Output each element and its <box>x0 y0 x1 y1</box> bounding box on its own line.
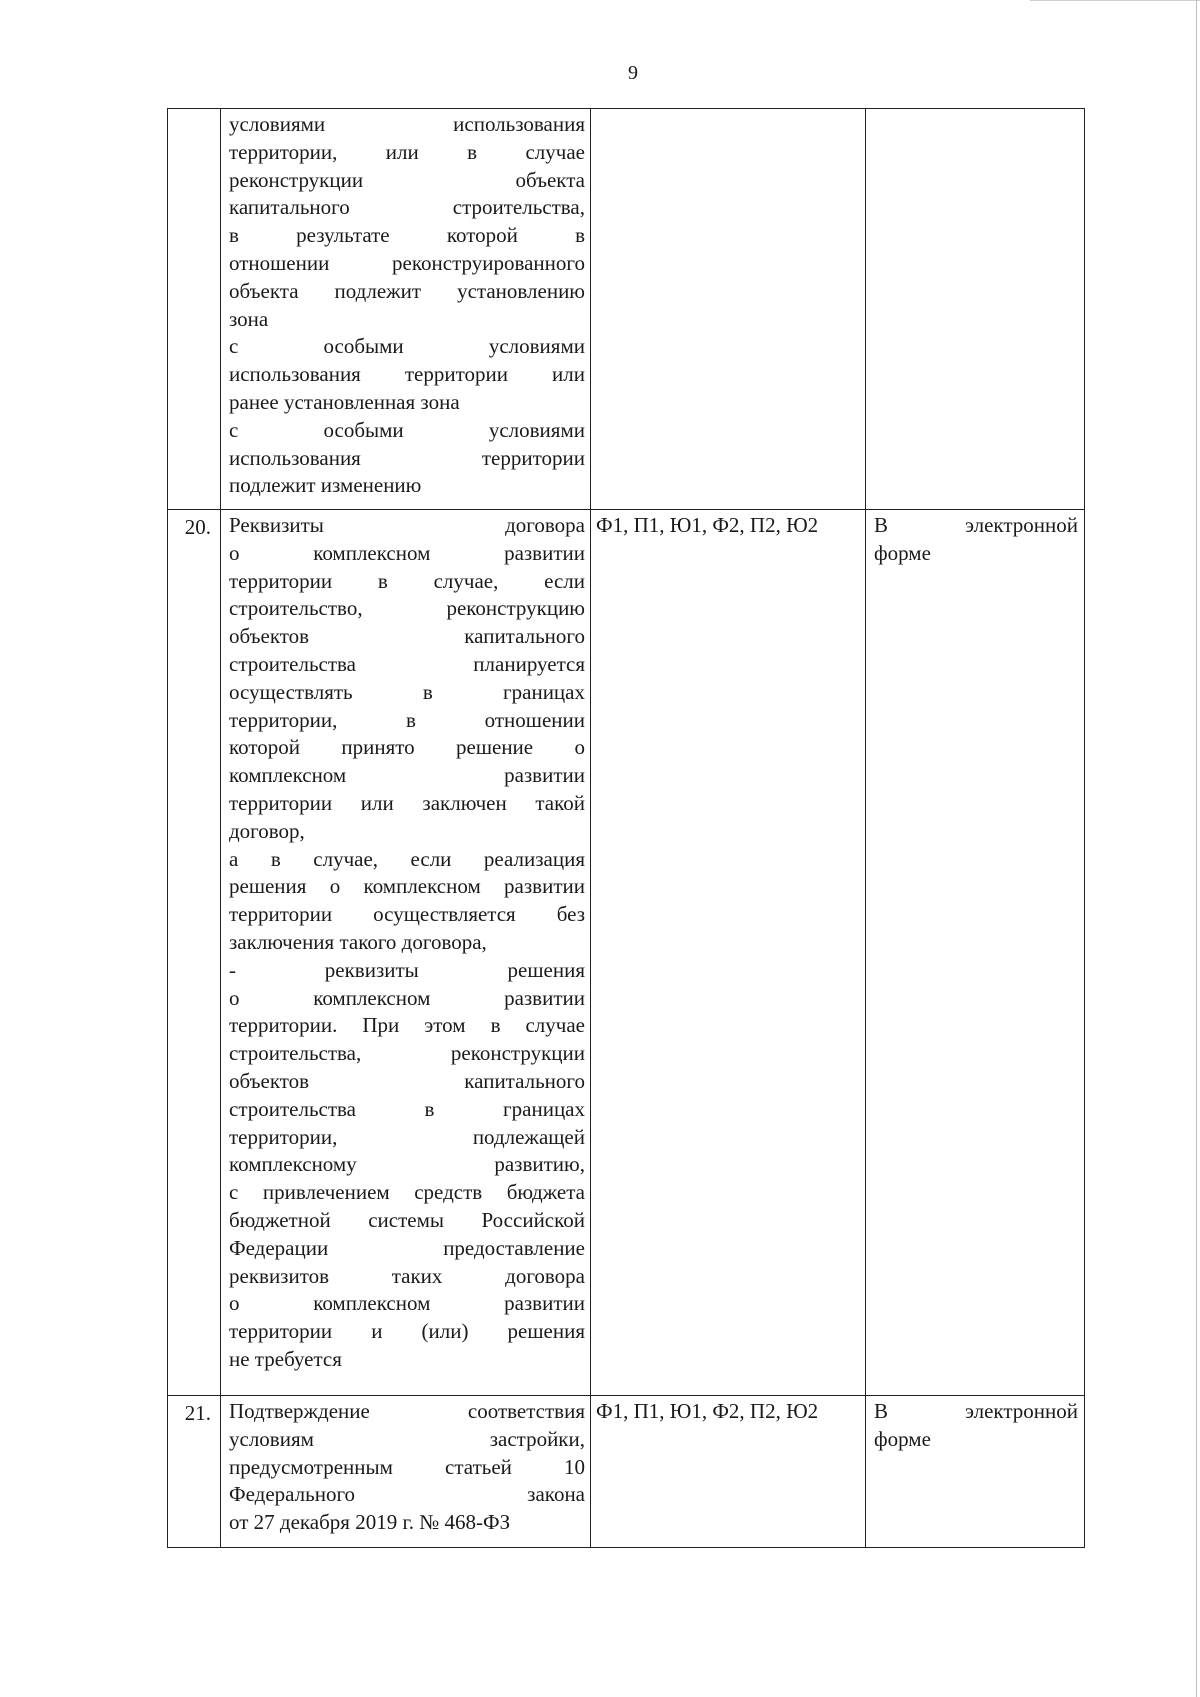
table-row <box>168 109 1085 510</box>
document-description <box>221 109 591 510</box>
form-line: форме <box>874 540 931 565</box>
description-line: бюджетной системы Российской <box>229 1207 585 1232</box>
description-line: объекта подлежит установлению <box>229 278 585 303</box>
description-line: с привлечением средств бюджета <box>229 1180 585 1205</box>
description-line: осуществлять в границах <box>229 679 585 704</box>
description-line: условиям застройки, <box>229 1426 585 1451</box>
description-line: в результате которой в <box>229 223 585 248</box>
description-line: комплексному развитию, <box>229 1152 585 1177</box>
description-line: Реквизиты договора <box>229 513 585 537</box>
scan-right-edge <box>1196 0 1197 1697</box>
submission-form <box>866 1396 1085 1548</box>
description-line: строительства в границах <box>229 1096 585 1121</box>
description-line: строительства, реконструкции <box>229 1041 585 1066</box>
description-line: условиями использования <box>229 112 585 136</box>
description-line: территории, или в случае <box>229 139 585 164</box>
description-line: использования территории <box>229 445 585 470</box>
description-line: территории в случае, если <box>229 568 585 593</box>
description-line: строительство, реконструкцию <box>229 596 585 621</box>
description-line: договор, <box>229 818 305 843</box>
description-line: Подтверждение соответствия <box>229 1399 585 1423</box>
description-line: - реквизиты решения <box>229 957 585 982</box>
submission-form <box>866 109 1085 510</box>
description-line: решения о комплексном развитии <box>229 874 585 899</box>
description-line: строительства планируется <box>229 651 585 676</box>
description-line: ранее установленная зона <box>229 389 460 414</box>
document-table <box>167 108 1085 1548</box>
description-line: Федерального закона <box>229 1482 585 1507</box>
description-line: территории. При этом в случае <box>229 1013 585 1038</box>
description-line: зона <box>229 306 269 331</box>
description-line: о комплексном развитии <box>229 540 585 565</box>
table-row <box>168 1396 1085 1548</box>
description-line: с особыми условиями <box>229 334 585 359</box>
table-row <box>168 510 1085 1396</box>
description-line: территории, в отношении <box>229 707 585 732</box>
description-line: не требуется <box>229 1346 342 1371</box>
description-line: Федерации предоставление <box>229 1235 585 1260</box>
description-line: о комплексном развитии <box>229 985 585 1010</box>
document-description <box>221 510 591 1396</box>
description-line: заключения такого договора, <box>229 929 487 954</box>
submission-form <box>866 510 1085 1396</box>
description-line: реконструкции объекта <box>229 167 585 192</box>
applicant-categories: Ф1, П1, Ю1, Ф2, П2, Ю2 <box>591 1396 866 1548</box>
page-number: 9 <box>628 62 638 84</box>
description-line: о комплексном развитии <box>229 1291 585 1316</box>
row-number <box>168 109 221 510</box>
document-description <box>221 1396 591 1548</box>
table-body <box>168 109 1085 1548</box>
description-line: от 27 декабря 2019 г. № 468-ФЗ <box>229 1510 511 1535</box>
description-line: реквизитов таких договора <box>229 1263 585 1288</box>
description-line: территории, подлежащей <box>229 1124 585 1149</box>
description-line: предусмотренным статьей 10 <box>229 1454 585 1479</box>
description-line: территории и (или) решения <box>229 1319 585 1344</box>
applicant-categories: Ф1, П1, Ю1, Ф2, П2, Ю2 <box>591 510 866 1396</box>
description-line: отношении реконструированного <box>229 250 585 275</box>
description-line: объектов капитального <box>229 1068 585 1093</box>
description-line: объектов капитального <box>229 624 585 649</box>
row-number: 21. <box>168 1396 221 1548</box>
form-line: форме <box>874 1426 931 1451</box>
description-line: территории или заключен такой <box>229 790 585 815</box>
description-line: территории осуществляется без <box>229 902 585 927</box>
description-line: капитального строительства, <box>229 195 585 220</box>
row-number: 20. <box>168 510 221 1396</box>
description-line: которой принято решение о <box>229 735 585 760</box>
description-line: использования территории или <box>229 362 585 387</box>
applicant-categories <box>591 109 866 510</box>
description-line: комплексном развитии <box>229 763 585 788</box>
form-line: В электронной <box>874 513 1078 537</box>
description-line: подлежит изменению <box>229 473 422 498</box>
description-line: а в случае, если реализация <box>229 846 585 871</box>
scan-top-edge <box>1030 0 1200 1</box>
form-line: В электронной <box>874 1399 1078 1423</box>
description-line: с особыми условиями <box>229 417 585 442</box>
